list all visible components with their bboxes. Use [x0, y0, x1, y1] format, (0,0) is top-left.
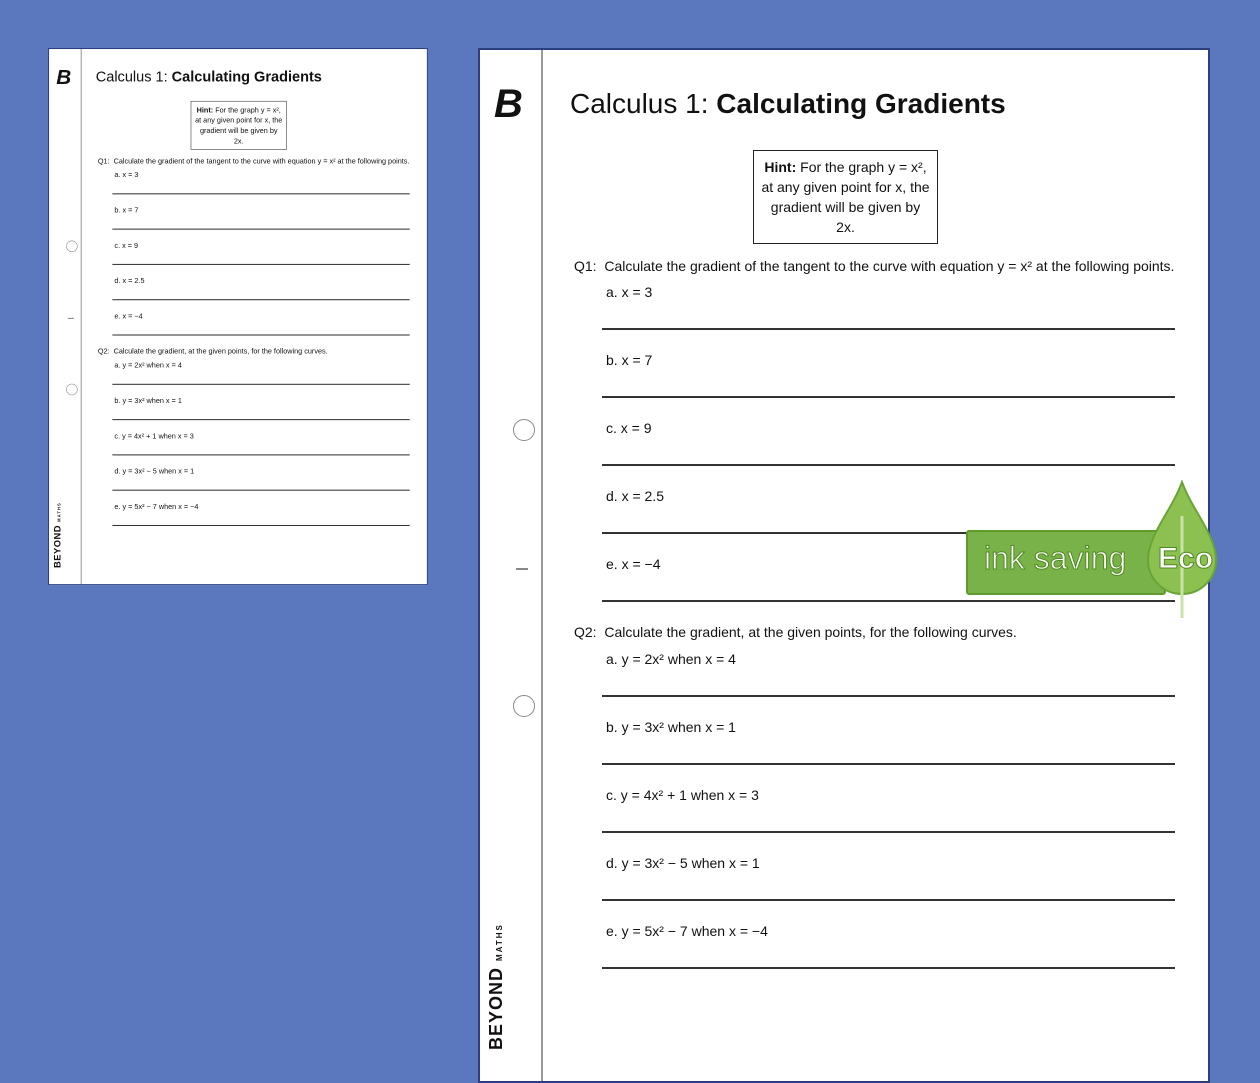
- q1-item: e. x = −4: [606, 556, 661, 572]
- answer-line[interactable]: [112, 490, 409, 491]
- answer-line[interactable]: [112, 384, 409, 385]
- q2-item: d. y = 3x² − 5 when x = 1: [606, 855, 760, 871]
- question-2: Q2: Calculate the gradient, at the given points, for the following curves.: [97, 346, 328, 356]
- q2-item: a. y = 2x² when x = 4: [114, 360, 182, 370]
- margin-line: [541, 50, 543, 1081]
- answer-line[interactable]: [602, 464, 1175, 466]
- answer-line[interactable]: [112, 454, 409, 455]
- q1-item: b. x = 7: [606, 352, 653, 368]
- answer-line[interactable]: [112, 334, 409, 335]
- answer-line[interactable]: [602, 396, 1175, 398]
- question-1: Q1: Calculate the gradient of the tangent to the curve with equation y = x² at the following points.: [97, 156, 410, 166]
- q1-item: c. x = 9: [606, 420, 652, 436]
- question-1: Q1: Calculate the gradient of the tangent to the curve with equation y = x² at the following points.: [574, 258, 1175, 274]
- page-title: Calculus 1: Calculating Gradients: [95, 68, 322, 85]
- eco-label: Eco: [1158, 542, 1214, 575]
- hint-box: Hint: For the graph y = x², at any given point for x, the gradient will be given by 2x.: [191, 101, 287, 150]
- question-2: Q2: Calculate the gradient, at the given points, for the following curves.: [574, 624, 1017, 640]
- fold-mark: [68, 318, 74, 319]
- worksheet-thumbnail[interactable]: [48, 48, 428, 585]
- brand-text: BEYONDMATHS: [486, 923, 506, 1050]
- answer-line[interactable]: [602, 600, 1175, 602]
- answer-line[interactable]: [602, 763, 1175, 765]
- q1-item: a. x = 3: [114, 170, 139, 179]
- hint-box: Hint: For the graph y = x², at any given point for x, the gradient will be given by 2x.: [753, 150, 938, 244]
- q2-item: b. y = 3x² when x = 1: [606, 719, 736, 735]
- q2-item: d. y = 3x² − 5 when x = 1: [114, 466, 195, 476]
- q2-item: c. y = 4x² + 1 when x = 3: [606, 787, 759, 803]
- q2-item: e. y = 5x² − 7 when x = −4: [606, 923, 768, 939]
- margin-line: [81, 49, 82, 584]
- q1-item: c. x = 9: [114, 241, 139, 250]
- fold-mark: [516, 568, 528, 570]
- q2-item: a. y = 2x² when x = 4: [606, 651, 736, 667]
- punch-hole-icon: [66, 384, 77, 395]
- q1-item: a. x = 3: [606, 284, 653, 300]
- page-title: Calculus 1: Calculating Gradients: [570, 88, 1006, 119]
- punch-hole-icon: [66, 241, 77, 252]
- q2-item: e. y = 5x² − 7 when x = −4: [114, 502, 199, 511]
- answer-line[interactable]: [602, 899, 1175, 901]
- punch-hole-icon: [513, 419, 535, 441]
- answer-line[interactable]: [602, 831, 1175, 833]
- answer-line[interactable]: [602, 967, 1175, 969]
- answer-line[interactable]: [112, 229, 409, 230]
- q1-item: d. x = 2.5: [606, 488, 664, 504]
- q2-item: b. y = 3x² when x = 1: [114, 396, 182, 405]
- q1-item: b. x = 7: [114, 205, 139, 215]
- answer-line[interactable]: [602, 695, 1175, 697]
- beyond-logo-icon: B: [494, 82, 523, 126]
- answer-line[interactable]: [112, 525, 409, 526]
- answer-line[interactable]: [112, 193, 409, 194]
- answer-line[interactable]: [112, 299, 409, 300]
- q1-item: d. x = 2.5: [114, 276, 145, 285]
- answer-line[interactable]: [602, 328, 1175, 330]
- ink-saving-text: ink saving: [984, 540, 1127, 576]
- beyond-logo-icon: B: [56, 65, 72, 89]
- punch-hole-icon: [513, 695, 535, 717]
- q2-item: c. y = 4x² + 1 when x = 3: [114, 431, 194, 440]
- answer-line[interactable]: [112, 264, 409, 265]
- q1-item: e. x = −4: [114, 311, 143, 320]
- answer-line[interactable]: [112, 419, 409, 420]
- brand-text: BEYONDMATHS: [52, 502, 63, 569]
